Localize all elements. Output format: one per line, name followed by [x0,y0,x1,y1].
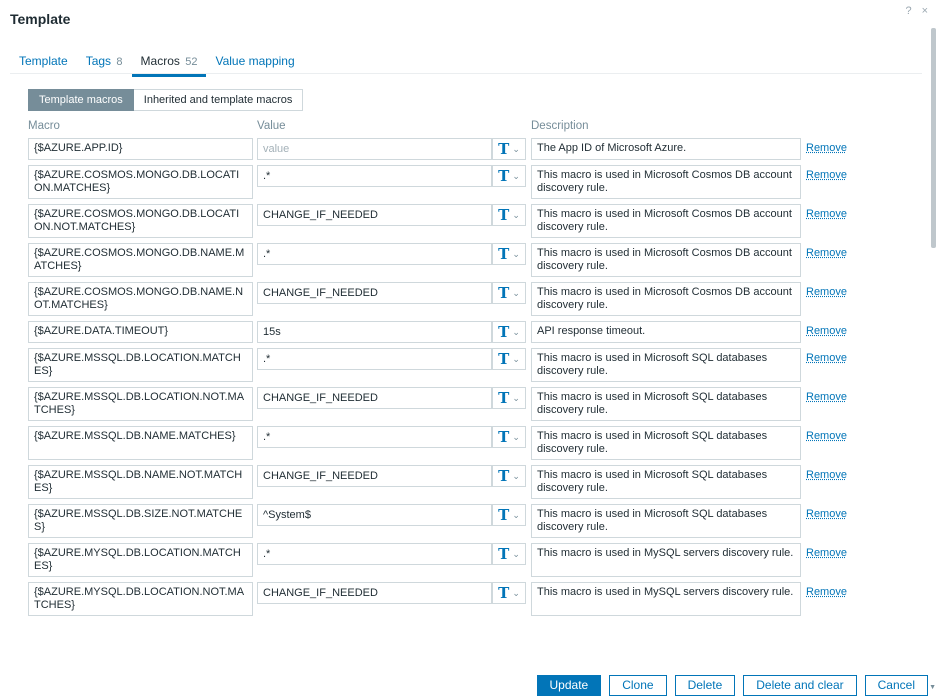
macro-value-field[interactable]: .* [257,348,492,370]
value-type-dropdown[interactable] [492,582,526,604]
delete-and-clear-button[interactable]: Delete and clear [743,675,856,696]
text-type-icon: T [498,139,510,158]
chevron-down-icon: ⌄ [512,170,520,181]
clone-button[interactable]: Clone [609,675,666,696]
tab-label: Template [19,54,68,68]
dialog-title: Template [10,11,71,27]
text-type-icon: T [498,322,510,341]
macro-row [28,321,908,347]
macro-description-field[interactable]: This macro is used in MySQL servers discovery rule. [531,582,801,616]
macro-description-field[interactable]: This macro is used in MySQL servers discovery rule. [531,543,801,577]
macro-row [28,282,908,320]
value-type-dropdown[interactable] [492,543,526,565]
tab-label: Macros [140,54,180,68]
remove-macro-link[interactable]: Remove [806,169,847,181]
value-type-dropdown[interactable] [492,348,526,370]
macro-description-field[interactable]: This macro is used in Microsoft Cosmos DB account discovery rule. [531,204,801,238]
macro-scope-toggle [28,89,303,111]
value-type-dropdown[interactable] [492,243,526,265]
remove-macro-link[interactable]: Remove [806,508,847,520]
macro-value-field[interactable]: .* [257,543,492,565]
macro-value-field[interactable]: CHANGE_IF_NEEDED [257,465,492,487]
scroll-down-icon[interactable]: ▼ [929,684,936,691]
macro-value-field[interactable]: .* [257,165,492,187]
remove-macro-link[interactable]: Remove [806,352,847,364]
remove-macro-link[interactable]: Remove [806,247,847,259]
macro-value-field[interactable]: CHANGE_IF_NEEDED [257,204,492,226]
text-type-icon: T [498,244,510,263]
value-type-dropdown[interactable] [492,465,526,487]
macro-description-field[interactable]: This macro is used in Microsoft SQL databases discovery rule. [531,504,801,538]
chevron-down-icon: ⌄ [512,209,520,220]
macro-row [28,138,908,164]
macro-description-field[interactable]: API response timeout. [531,321,801,343]
text-type-icon: T [498,466,510,485]
macro-name-field[interactable]: {$AZURE.MSSQL.DB.LOCATION.NOT.MATCHES} [28,387,253,421]
template-macros-button[interactable]: Template macros [28,89,134,111]
macro-description-field[interactable]: This macro is used in Microsoft Cosmos DB account discovery rule. [531,282,801,316]
macro-description-field[interactable]: The App ID of Microsoft Azure. [531,138,801,160]
macro-value-field[interactable]: .* [257,426,492,448]
close-icon[interactable]: × [921,5,928,17]
macro-name-field[interactable]: {$AZURE.MSSQL.DB.SIZE.NOT.MATCHES} [28,504,253,538]
macro-value-field[interactable]: 15s [257,321,492,343]
value-type-dropdown[interactable] [492,426,526,448]
value-type-dropdown[interactable] [492,282,526,304]
macro-name-field[interactable]: {$AZURE.MYSQL.DB.LOCATION.MATCHES} [28,543,253,577]
macro-value-field[interactable]: CHANGE_IF_NEEDED [257,582,492,604]
chevron-down-icon: ⌄ [512,587,520,598]
text-type-icon: T [498,205,510,224]
macro-description-field[interactable]: This macro is used in Microsoft SQL databases discovery rule. [531,426,801,460]
macro-row [28,543,908,581]
macro-row [28,165,908,203]
chevron-down-icon: ⌄ [512,287,520,298]
delete-button[interactable]: Delete [675,675,736,696]
macro-row [28,504,908,542]
remove-macro-link[interactable]: Remove [806,142,847,154]
help-icon[interactable]: ? [905,5,912,17]
tab-count: 52 [185,56,198,68]
cancel-button[interactable]: Cancel [865,675,928,696]
value-type-dropdown[interactable] [492,165,526,187]
text-type-icon: T [498,427,510,446]
macro-name-field[interactable]: {$AZURE.MYSQL.DB.LOCATION.NOT.MATCHES} [28,582,253,616]
macro-value-field[interactable]: ^System$ [257,504,492,526]
macro-name-field[interactable]: {$AZURE.COSMOS.MONGO.DB.NAME.MATCHES} [28,243,253,277]
inherited-macros-button[interactable]: Inherited and template macros [134,89,304,111]
macro-row [28,243,908,281]
macro-column-header: Macro [28,120,60,132]
remove-macro-link[interactable]: Remove [806,391,847,403]
chevron-down-icon: ⌄ [512,509,520,520]
macro-row [28,582,908,620]
value-type-dropdown[interactable] [492,138,526,160]
macro-row [28,348,908,386]
dialog-footer [537,675,929,696]
tabs-divider [10,73,922,74]
macro-value-field[interactable]: value [257,138,492,160]
description-column-header: Description [531,120,589,132]
chevron-down-icon: ⌄ [512,326,520,337]
macro-name-field[interactable]: {$AZURE.COSMOS.MONGO.DB.LOCATION.NOT.MATCHES} [28,204,253,238]
macro-description-field[interactable]: This macro is used in Microsoft Cosmos DB account discovery rule. [531,165,801,199]
macro-description-field[interactable]: This macro is used in Microsoft SQL databases discovery rule. [531,465,801,499]
macro-name-field[interactable]: {$AZURE.MSSQL.DB.NAME.MATCHES} [28,426,253,460]
macro-row [28,387,908,425]
macro-row [28,204,908,242]
update-button[interactable]: Update [537,675,602,696]
macro-value-field[interactable]: .* [257,243,492,265]
macro-value-field[interactable]: CHANGE_IF_NEEDED [257,282,492,304]
value-type-dropdown[interactable] [492,504,526,526]
macro-name-field[interactable]: {$AZURE.APP.ID} [28,138,253,160]
chevron-down-icon: ⌄ [512,548,520,559]
chevron-down-icon: ⌄ [512,392,520,403]
macro-description-field[interactable]: This macro is used in Microsoft SQL databases discovery rule. [531,387,801,421]
remove-macro-link[interactable]: Remove [806,469,847,481]
macro-name-field[interactable]: {$AZURE.MSSQL.DB.LOCATION.MATCHES} [28,348,253,382]
text-type-icon: T [498,505,510,524]
macro-name-field[interactable]: {$AZURE.COSMOS.MONGO.DB.NAME.NOT.MATCHES} [28,282,253,316]
scrollbar-thumb[interactable] [931,28,936,248]
remove-macro-link[interactable]: Remove [806,430,847,442]
chevron-down-icon: ⌄ [512,470,520,481]
macro-row [28,465,908,503]
macro-row [28,426,908,464]
text-type-icon: T [498,583,510,602]
remove-macro-link[interactable]: Remove [806,325,847,337]
value-type-dropdown[interactable] [492,321,526,343]
value-column-header: Value [257,120,286,132]
macro-name-field[interactable]: {$AZURE.MSSQL.DB.NAME.NOT.MATCHES} [28,465,253,499]
remove-macro-link[interactable]: Remove [806,547,847,559]
text-type-icon: T [498,283,510,302]
remove-macro-link[interactable]: Remove [806,286,847,298]
remove-macro-link[interactable]: Remove [806,208,847,220]
macro-description-field[interactable]: This macro is used in Microsoft Cosmos DB account discovery rule. [531,243,801,277]
chevron-down-icon: ⌄ [512,248,520,259]
scrollbar[interactable] [929,28,936,691]
text-type-icon: T [498,349,510,368]
tab-label: Value mapping [215,54,295,68]
tab-label: Tags [85,54,112,68]
tab-count: 8 [116,56,123,68]
remove-macro-link[interactable]: Remove [806,586,847,598]
text-type-icon: T [498,388,510,407]
macro-name-field[interactable]: {$AZURE.DATA.TIMEOUT} [28,321,253,343]
macro-name-field[interactable]: {$AZURE.COSMOS.MONGO.DB.LOCATION.MATCHES} [28,165,253,199]
text-type-icon: T [498,166,510,185]
macro-value-field[interactable]: CHANGE_IF_NEEDED [257,387,492,409]
value-type-dropdown[interactable] [492,387,526,409]
chevron-down-icon: ⌄ [512,143,520,154]
macro-description-field[interactable]: This macro is used in Microsoft SQL databases discovery rule. [531,348,801,382]
chevron-down-icon: ⌄ [512,353,520,364]
text-type-icon: T [498,544,510,563]
value-type-dropdown[interactable] [492,204,526,226]
chevron-down-icon: ⌄ [512,431,520,442]
